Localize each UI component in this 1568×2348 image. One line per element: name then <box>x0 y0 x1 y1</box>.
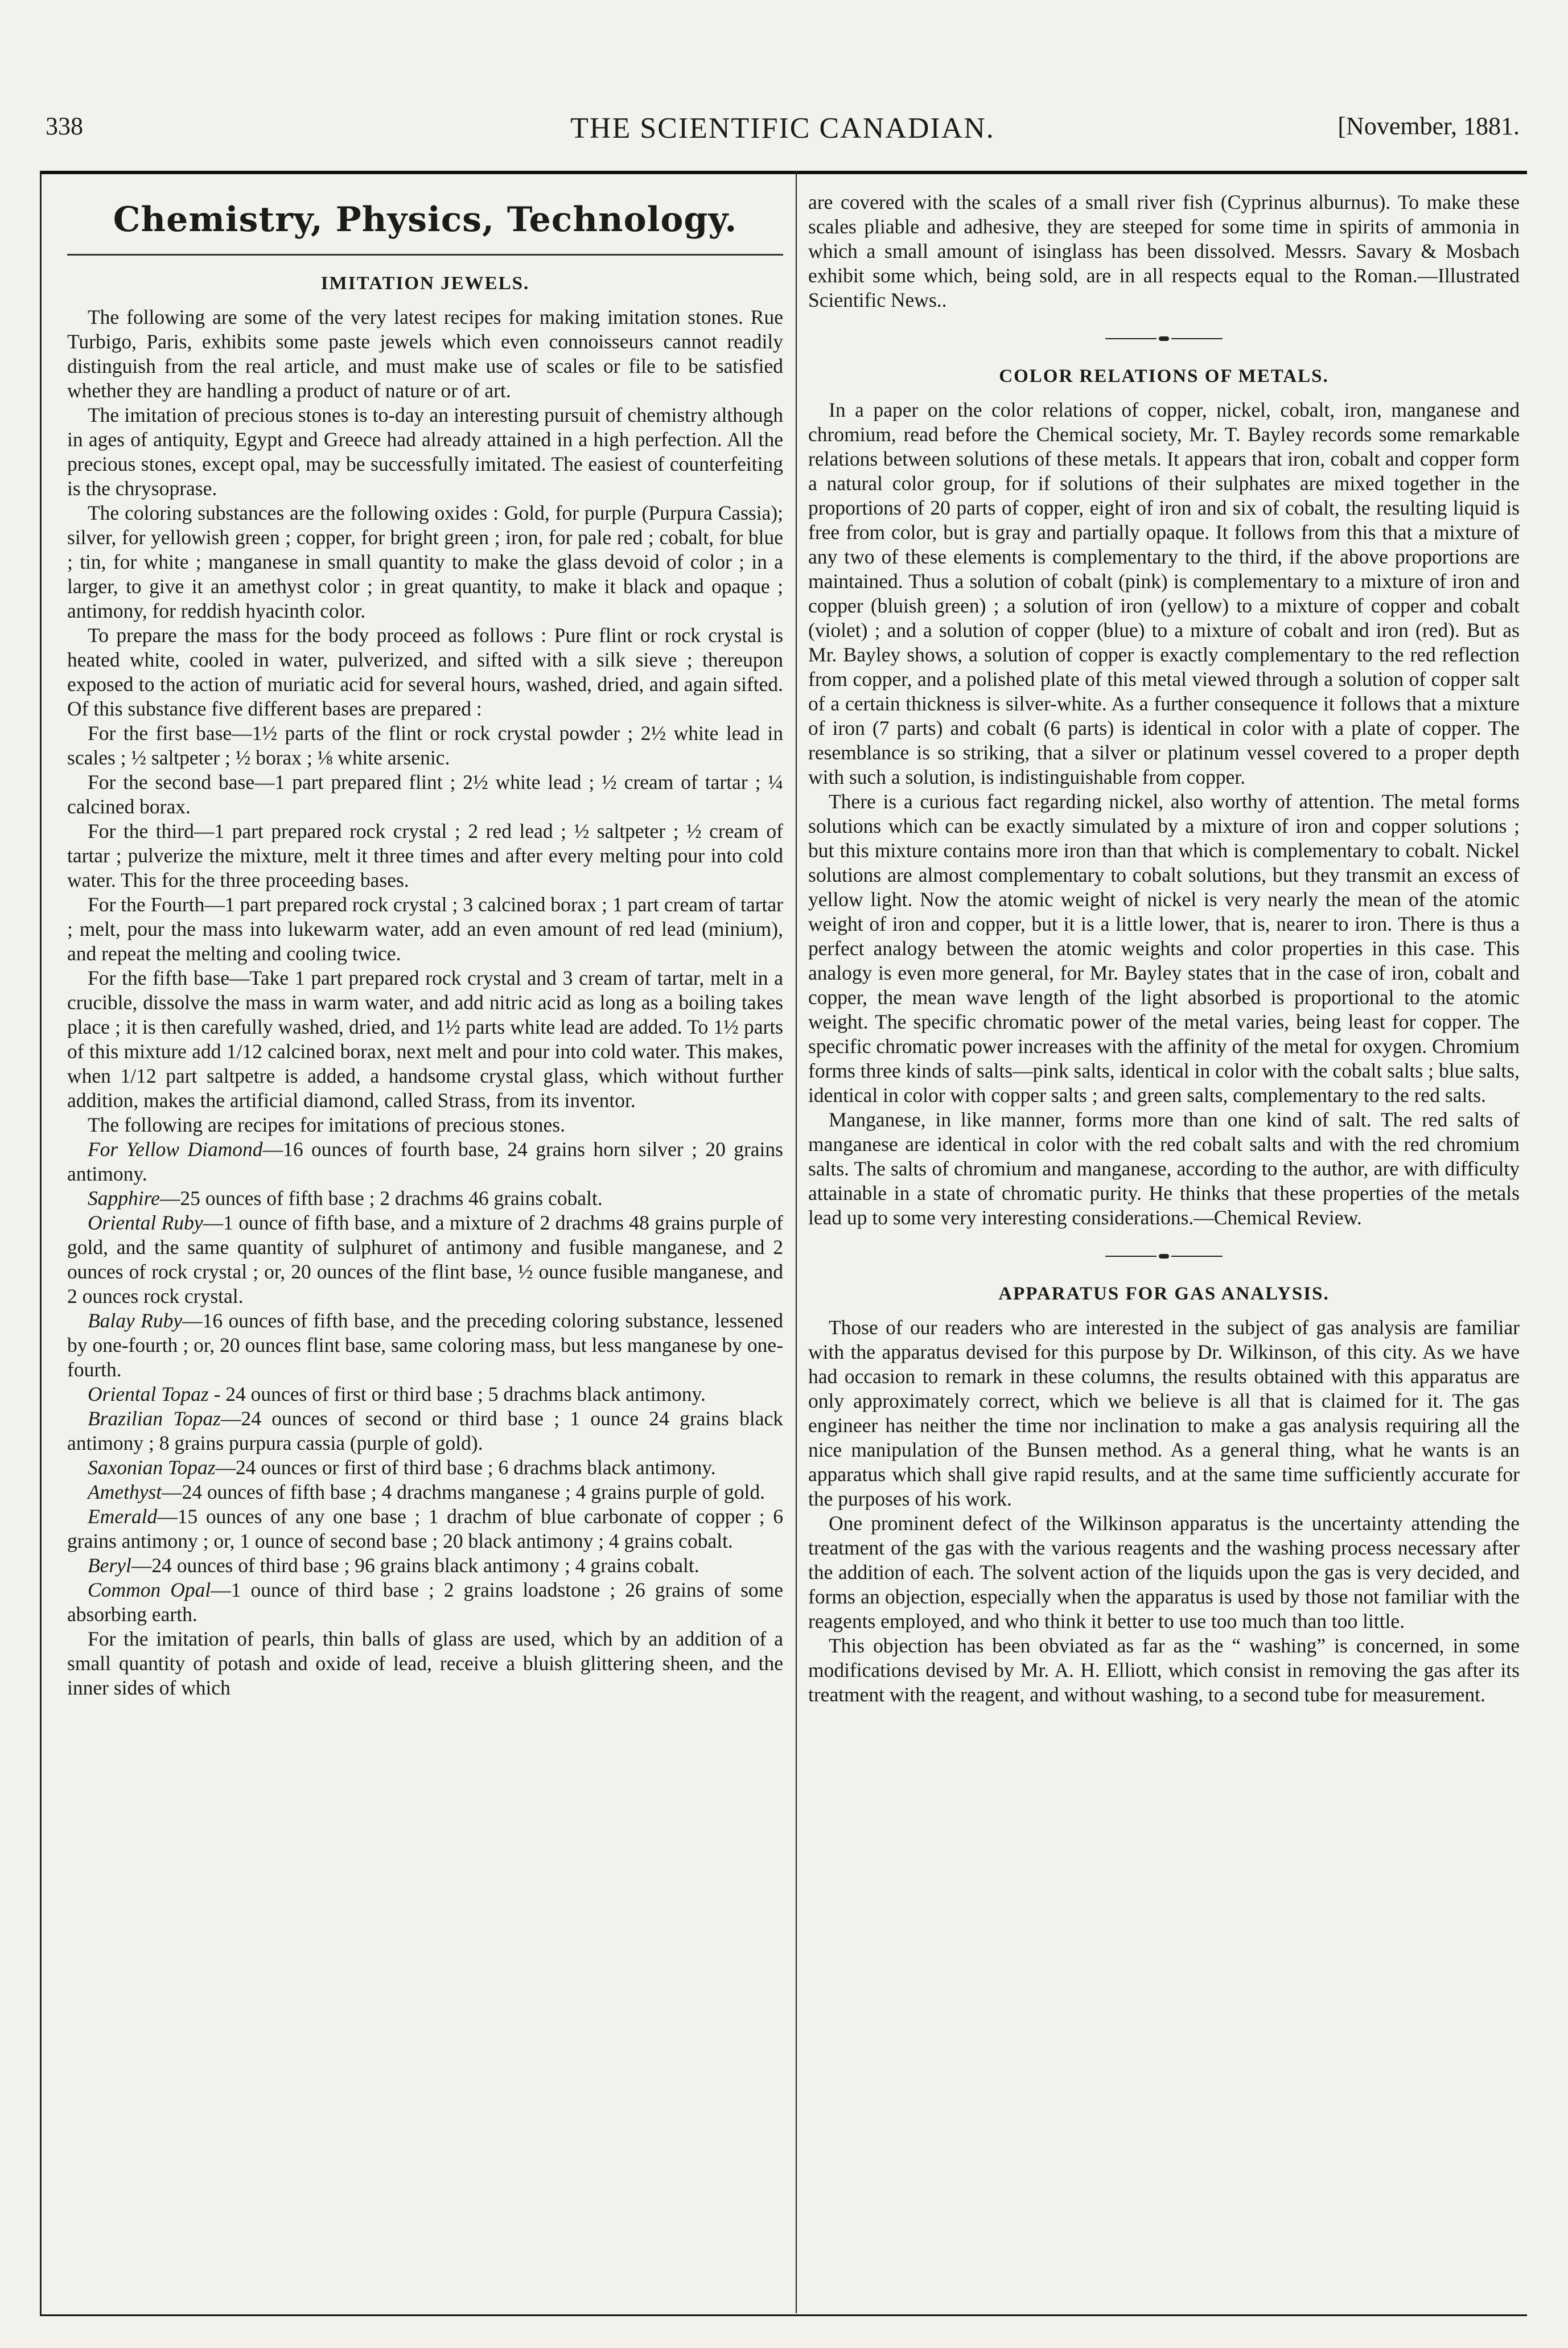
paragraph: This objection has been obviated as far as the “ washing” is concerned, in some modifications devised by Mr. A. H. Elliott, which consist in removing the gas after its treatment with the reagent, and without washing, to a second tube for measurement. <box>808 1634 1520 1706</box>
recipe-text: —25 ounces of fifth base ; 2 drachms 46 grains cobalt. <box>159 1187 603 1210</box>
paragraph: One prominent defect of the Wilkinson apparatus is the uncertainty attending the treatment of the gas with the various reagents and the washing process necessary after the addition of each. The solvent action of the liquids upon the gas is very decided, and forms an objection, especially when the apparatus is used by those not familiar with the reagents employed, and who think it better to use too much than too little. <box>808 1512 1520 1633</box>
recipe-name: Beryl <box>88 1554 131 1577</box>
paragraph: To prepare the mass for the body proceed as follows : Pure flint or rock crystal is heated white, cooled in water, pulverized, and sifted with a silk sieve ; thereupon exposed to the action of muriatic acid for several hours, washed, dried, and again sifted. Of this substance five different bases are prepared : <box>67 624 783 720</box>
paragraph-continued: are covered with the scales of a small river fish (Cyprinus alburnus). To make these scales pliable and adhesive, they are steeped for some time in spirits of ammonia in which a small amount of isinglass has been dissolved. Messrs. Savary & Mosbach exhibit some which, being sold, are in all respects equal to the Roman.—Illustrated Scientific News.. <box>808 191 1520 311</box>
section-title: Chemistry, Physics, Technology. <box>113 200 738 240</box>
left-column <box>67 190 783 1700</box>
recipe-name: Oriental Ruby <box>88 1211 203 1234</box>
recipe-item <box>67 1309 783 1382</box>
recipe-text: —24 ounces of second or third base ; 1 ounce 24 grains black antimony ; 8 grains purpura cassia (purple of gold). <box>67 1407 783 1454</box>
recipe-item <box>67 1137 783 1186</box>
paragraph: For the imitation of pearls, thin balls of glass are used, which by an addition of a small quantity of potash and oxide of lead, receive a bluish glittering sheen, and the inner sides of which <box>67 1627 783 1699</box>
paragraph: The following are recipes for imitations of precious stones. <box>88 1113 565 1136</box>
recipe-text: —24 ounces of fifth base ; 4 drachms manganese ; 4 grains purple of gold. <box>162 1481 765 1503</box>
paragraph: For the Fourth—1 part prepared rock crystal ; 3 calcined borax ; 1 part cream of tartar ; melt, pour the mass into lukewarm water, add an even amount of red lead (minium), and repeat the melting and cooling twice. <box>67 893 783 965</box>
recipe-name: Sapphire <box>88 1187 160 1210</box>
article-title-gas-analysis: APPARATUS FOR GAS ANALYSIS. <box>998 1284 1330 1304</box>
recipe-text: —1 ounce of third base ; 2 grains loadstone ; 26 grains of some absorbing earth. <box>67 1578 784 1626</box>
recipe-name: Saxonian Topaz <box>88 1456 216 1479</box>
paragraph: For the second base—1 part prepared flint ; 2½ white lead ; ½ cream of tartar ; ¼ calcined borax. <box>67 771 783 818</box>
recipe-name: Emerald <box>88 1505 158 1528</box>
recipe-item <box>67 1211 783 1309</box>
recipe-item <box>67 1407 783 1455</box>
recipe-text: —1 ounce of fifth base, and a mixture of 2 drachms 48 grains purple of gold, and the same quantity of sulphuret of antimony and fusible manganese, and 2 ounces of rock crystal ; or, 20 ounces of the flint base, ½ ounce fusible manganese, and 2 ounces rock crystal. <box>67 1211 783 1307</box>
paragraph: The following are some of the very latest recipes for making imitation stones. Rue Turbigo, Paris, exhibits some paste jewels which even connoisseurs cannot readily distinguish from the real article, and must make use of scales or file to be satisfied whether they are handling a product of nature or of art. <box>67 306 783 402</box>
article-title-color-relations: COLOR RELATIONS OF METALS. <box>999 366 1329 386</box>
paragraph: For the third—1 part prepared rock crystal ; 2 red lead ; ½ saltpeter ; ½ cream of tartar ; pulverize the mixture, melt it three times and after every melting pour into cold water. This for the three proceeding bases. <box>67 820 783 891</box>
recipe-item <box>67 1480 783 1504</box>
recipe-name: Amethyst <box>88 1481 162 1503</box>
recipe-name: Balay Ruby <box>88 1309 183 1332</box>
recipe-text: —16 ounces of fifth base, and the preceding coloring substance, lessened by one-fourth ; or, 20 ounces flint base, same coloring mass, but less manganese by one-fourth. <box>67 1309 783 1381</box>
issue-date: [November, 1881. <box>1337 112 1520 140</box>
recipe-item <box>67 1382 783 1407</box>
paragraph: Those of our readers who are interested in the subject of gas analysis are familiar with the apparatus devised for this purpose by Dr. Wilkinson, of this city. As we have had occasion to remark in these columns, the results obtained with this apparatus are only approximately correct, which we believe is all that is claimed for it. The gas engineer has neither the time nor inclination to make a gas analysis requiring all the nice manipulation of the Bunsen method. As a general thing, what he wants is an apparatus which shall give rapid results, and at the same time sufficiently accurate for the purposes of his work. <box>808 1316 1520 1510</box>
recipe-text: —24 ounces or first of third base ; 6 drachms black antimony. <box>215 1456 716 1479</box>
right-column <box>808 190 1520 1707</box>
recipe-item <box>67 1553 783 1578</box>
page-number: 338 <box>46 112 83 140</box>
recipe-name: Common Opal <box>88 1578 211 1601</box>
paragraph: The coloring substances are the following oxides : Gold, for purple (Purpura Cassia); silver, for yellowish green ; copper, for bright green ; iron, for pale red ; cobalt, for blue ; tin, for white ; manganese in small quantity to make the glass devoid of color ; in a larger, to give it an amethyst color ; in great quantity, to make it black and opaque ; antimony, for reddish hyacinth color. <box>67 501 783 622</box>
recipe-text: - 24 ounces of first or third base ; 5 drachms black antimony. <box>208 1383 706 1405</box>
recipe-item <box>67 1578 783 1627</box>
page-header <box>46 112 1520 151</box>
recipe-name: Oriental Topaz <box>88 1383 209 1405</box>
paragraph: For the first base—1½ parts of the flint or rock crystal powder ; 2½ white lead in scales ; ½ saltpeter ; ½ borax ; ⅛ white arsenic. <box>67 722 783 769</box>
recipe-text: —16 ounces of fourth base, 24 grains horn silver ; 20 grains antimony. <box>67 1138 783 1185</box>
recipe-name: Brazilian Topaz <box>88 1407 221 1430</box>
recipe-item <box>67 1186 783 1211</box>
article-separator <box>808 325 1520 349</box>
recipe-text: —15 ounces of any one base ; 1 drachm of blue carbonate of copper ; 6 grains antimony ; or, 1 ounce of second base ; 20 black antimony ; 4 grains cobalt. <box>67 1505 783 1552</box>
paragraph: Manganese, in like manner, forms more than one kind of salt. The red salts of manganese are identical in color with the red cobalt salts and with the red chromium salts. The salts of chromium and manganese, according to the author, are with difficulty attainable in a state of chromatic purity. He thinks that these properties of the metals lead up to some very interesting considerations.—Chemical Review. <box>808 1108 1520 1229</box>
paragraph: There is a curious fact regarding nickel, also worthy of attention. The metal forms solutions which can be exactly simulated by a mixture of iron and copper solutions ; but this mixture contains more iron than that which is complementary to cobalt. Nickel solutions are almost complementary to cobalt solutions, but they transmit an excess of yellow light. Now the atomic weight of nickel is very nearly the mean of the atomic weight of iron and copper, but it is a little lower, that is, nearer to iron. There is thus a perfect analogy between the atomic weights and color properties in this case. This analogy is even more general, for Mr. Bayley states that in the case of iron, cobalt and copper, the mean wave length of the light absorbed is proportional to the atomic weight. The specific chromatic power of the metal varies, being least for copper. The specific chromatic power increases with the affinity of the metal for oxygen. Chromium forms three kinds of salts—pink salts, identical in color with the cobalt salts ; blue salts, identical in color with copper salts ; and green salts, complementary to the red salts. <box>808 790 1520 1107</box>
journal-title: THE SCIENTIFIC CANADIAN. <box>570 112 995 145</box>
recipe-item <box>67 1455 783 1480</box>
paragraph: For the fifth base—Take 1 part prepared rock crystal and 3 cream of tartar, melt in a crucible, dissolve the mass in warm water, and add nitric acid as long as a boiling takes place ; it is then carefully washed, dried, and 1½ parts white lead are added. To 1½ parts of this mixture add 1/12 calcined borax, next melt and pour into cold water. This makes, when 1/12 part saltpetre is added, a handsome crystal glass, which without further addition, makes the artificial diamond, called Strass, from its inventor. <box>67 967 783 1112</box>
article-title-imitation-jewels: IMITATION JEWELS. <box>320 273 530 294</box>
article-separator <box>808 1243 1520 1267</box>
column-divider <box>796 171 797 2313</box>
recipe-text: —24 ounces of third base ; 96 grains black antimony ; 4 grains cobalt. <box>131 1554 699 1577</box>
recipe-item <box>67 1504 783 1553</box>
section-rule <box>67 254 783 256</box>
paragraph: In a paper on the color relations of copper, nickel, cobalt, iron, manganese and chromium, read before the Chemical society, Mr. T. Bayley records some remarkable relations between solutions of these metals. It appears that iron, cobalt and copper form a natural color group, for if solutions of their sulphates are mixed together in the proportions of 20 parts of copper, eight of iron and six of cobalt, the resulting liquid is free from color, but is gray and partially opaque. It follows from this that a mixture of any two of these elements is complementary to the third, if the above proportions are maintained. Thus a solution of cobalt (pink) is complementary to a mixture of iron and copper (bluish green) ; a solution of iron (yellow) to a mixture of copper and cobalt (violet) ; and a solution of copper (blue) to a mixture of cobalt and iron (red). But as Mr. Bayley shows, a solution of copper is exactly complementary to the red reflection from copper, and a polished plate of this metal viewed through a solution of copper salt of a certain thickness is silver-white. As a further consequence it follows that a mixture of iron (7 parts) and cobalt (6 parts) is identical in color with a plate of copper. The resemblance is so striking, that a silver or platinum vessel covered to a proper depth with such a solution, is indistinguishable from copper. <box>808 398 1520 788</box>
paragraph: The imitation of precious stones is to-day an interesting pursuit of chemistry although in ages of antiquity, Egypt and Greece had already attained in a high perfection. All the precious stones, except opal, may be successfully imitated. The easiest of counterfeiting is the chrysoprase. <box>67 404 783 500</box>
recipe-name: For Yellow Diamond <box>88 1138 263 1161</box>
